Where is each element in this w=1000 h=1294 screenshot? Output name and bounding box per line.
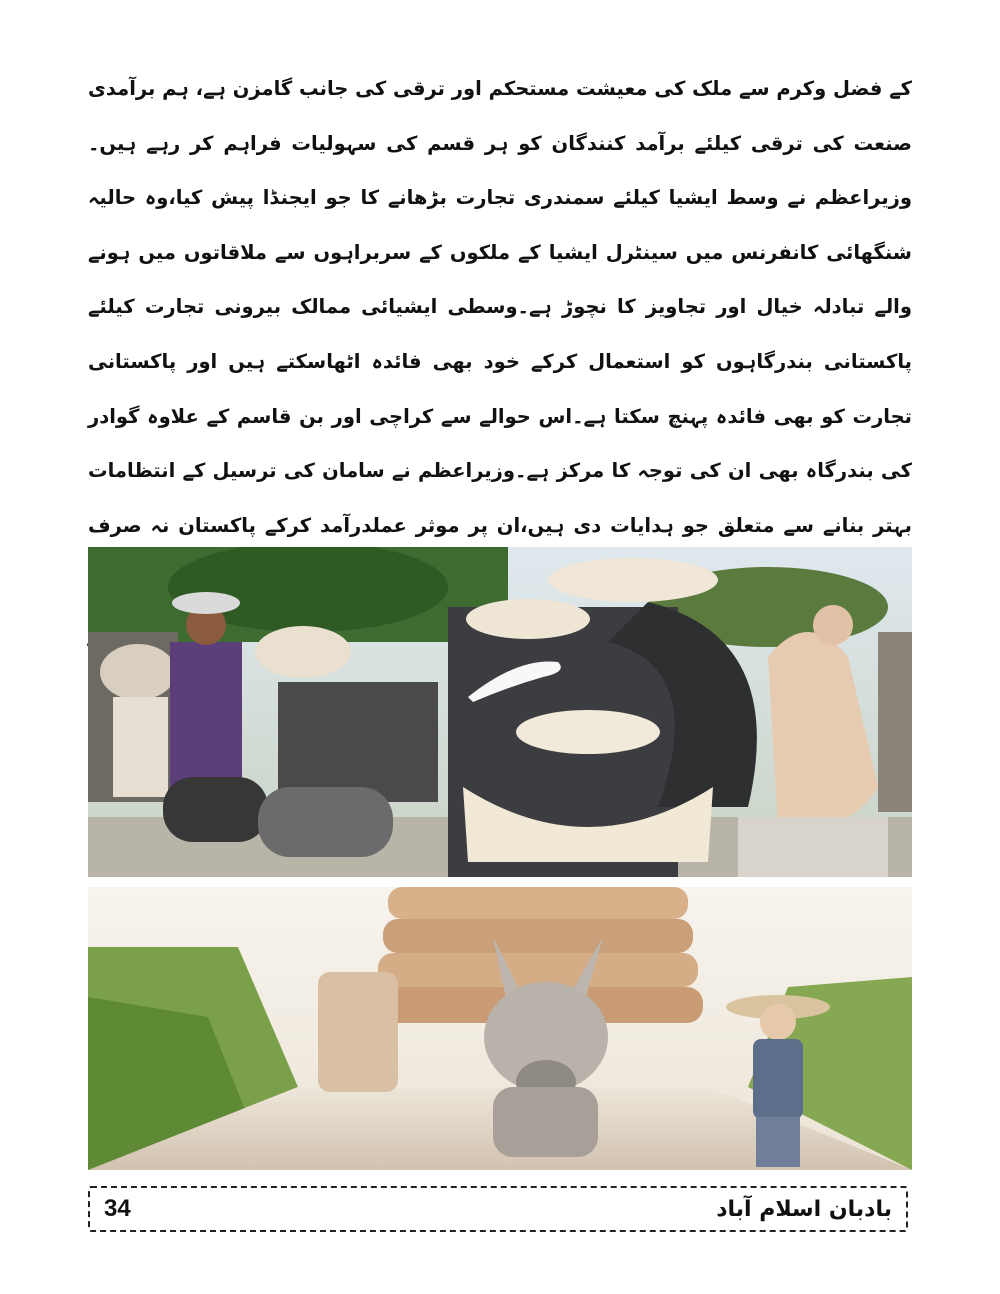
magazine-name: بادبان اسلام آباد (716, 1196, 892, 1222)
donkey-farmer-photo-icon (88, 887, 912, 1170)
garden-fountain-photo (88, 547, 912, 877)
page-number: 34 (104, 1195, 131, 1222)
page-footer (88, 1186, 908, 1232)
article-paragraph: کے فضل وکرم سے ملک کی معیشت مستحکم اور ترقی کی جانب گامزن ہے، ہم برآمدی صنعت کی ترقی کیلئے برآمد کنندگان کو ہر قسم کی سہولیات فراہم کر رہے ہیں۔وزیراعظم نے وسط ایشیا کیلئے سمندری تجارت بڑھانے کا جو ایجنڈا پیش کیا،وہ حالیہ شنگھائی کانفرنس میں سینٹرل ایشیا کے ملکوں کے سربراہوں سے ملاقاتوں میں ہونے والے تبادلہ خیال اور تجاویز کا نچوڑ ہے۔وسطی ایشیائی ممالک بیرونی تجارت کیلئے پاکستانی بندرگاہوں کو استعمال کرکے خود بھی فائدہ اٹھاسکتے ہیں اور پاکستانی تجارت کو بھی فائدہ پہنچ سکتا ہے۔اس حوالے سے کراچی اور بن قاسم کے علاوہ گوادر کی بندرگاہ بھی ان کی توجہ کا مرکز ہے۔وزیراعظم نے سامان کی ترسیل کے انتظامات بہتر بنانے سے متعلق جو ہدایات دی ہیں،ان پر موثر عملدرآمد کرکے پاکستان نہ صرف (88, 77, 912, 537)
garden-fountain-photo-icon (88, 547, 912, 877)
donkey-farmer-photo (88, 887, 912, 1170)
